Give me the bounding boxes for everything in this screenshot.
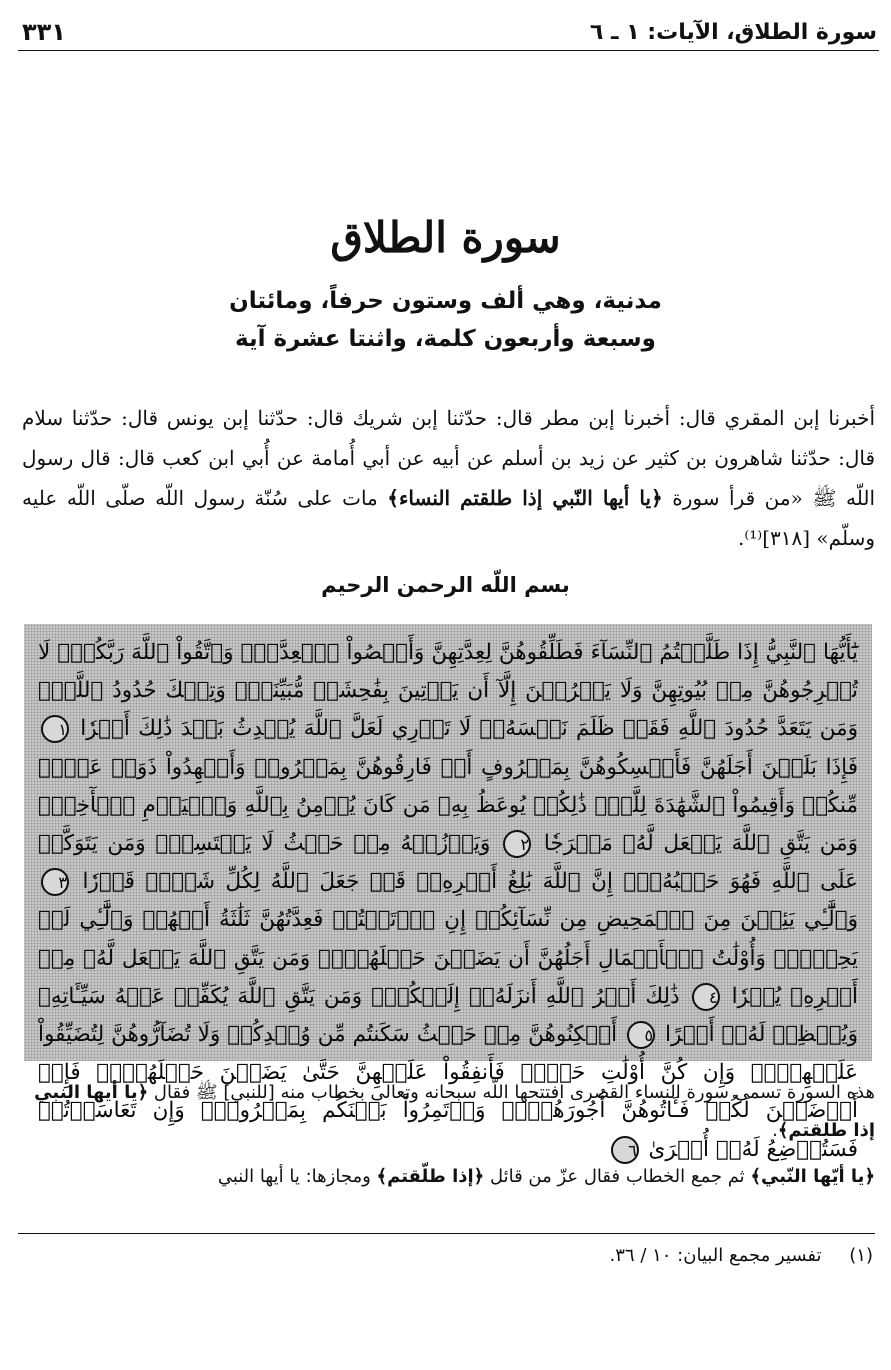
commentary-quoted-verse: ﴿إذا طلّقتم﴾ <box>376 1166 485 1187</box>
ayah-text: ذَٰلِكَ أَمۡرُ ٱللَّهِ أَنزَلَهُۥٓ إِلَيۡكُمۡۚ وَمَن يَتَّقِ ٱللَّهَ يُكَفِّرۡ عَنۡهُ سَيِّـَٔاتِهِۦ وَيُعۡظِمۡ لَهُۥٓ أَجۡرًا <box>38 983 858 1048</box>
ayah-number-marker: ٦ <box>611 1136 639 1164</box>
page-number: ٣٣١ <box>22 18 66 46</box>
ayah-text: أَسۡكِنُوهُنَّ مِنۡ حَيۡثُ سَكَنتُم مِّن وُجۡدِكُمۡ وَلَا تُضَآرُّوهُنَّ لِتُضَيِّقُواْ عَلَيۡهِنَّۚ وَإِن كُنَّ أُوْلَٰتِ حَمۡلٖ فَأَنفِقُواْ عَلَيۡهِنَّ حَتَّىٰ يَضَعۡنَ حَمۡلَهُنَّۚ فَإِنۡ أَرۡضَعۡنَ لَكُمۡ فَـَٔاتُوهُنَّ أُجُورَهُنَّۖ وَأۡتَمِرُواْ بَيۡنَكُم بِمَعۡرُوفٖۖ وَإِن تَعَاسَرۡتُمۡ فَسَتُرۡضِعُ لَهُۥٓ أُخۡرَىٰ <box>38 1022 858 1162</box>
surah-title: سورة الطلاق <box>330 213 561 262</box>
surah-info-line-1: مدنية، وهي ألف وستون حرفاً، ومائتان <box>229 288 662 314</box>
ayah-number-marker: ٢ <box>503 830 531 858</box>
commentary-quoted-verse: ﴿يا أيّها النّبي﴾ <box>750 1166 875 1187</box>
footnote <box>22 1240 873 1272</box>
ayah-number-marker: ٥ <box>627 1021 655 1049</box>
commentary-text: ومجازها: يا أيها النبي <box>217 1166 371 1187</box>
narration-quoted-verse: ﴿يا أيها النّبي إذا طلقتم النساء﴾ <box>387 486 663 510</box>
footnote-divider <box>18 1233 875 1234</box>
narration-chain: أخبرنا إبن المقري قال: أخبرنا إبن مطر قال: حدّثنا إبن شريك قال: حدّثنا إبن يونس قال: حدّثنا سلام قال: حدّثنا شاهرون بن كثير عن زيد بن أسلم عن أبيه عن أبي أُمامة عن أُبي ابن كعب قال: قال رسول اللّه ﷺ «من قرأ سورة <box>22 406 876 510</box>
narration-ending: مات على سُنّة رسول اللّه صلّى اللّه عليه وسلّم» [٣١٨]⁽¹⁾. <box>22 486 875 550</box>
surah-info-line-2: وسبعة وأربعون كلمة، واثنتا عشرة آية <box>235 326 656 352</box>
ayah-number-marker: ١ <box>41 715 69 743</box>
ayah-text: وَٱلَّٰٓـِٔي يَئِسۡنَ مِنَ ٱلۡمَحِيضِ مِن نِّسَآئِكُمۡ إِنِ ٱرۡتَبۡتُمۡ فَعِدَّتُهُنَّ ثَلَٰثَةُ أَشۡهُرٖ وَٱلَّٰٓـِٔي لَمۡ يَحِضۡنَۚ وَأُوْلَٰتُ ٱلۡأَحۡمَالِ أَجَلُهُنَّ أَن يَضَعۡنَ حَمۡلَهُنَّۚ وَمَن يَتَّقِ ٱللَّهَ يَجۡعَل لَّهُۥ مِنۡ أَمۡرِهِۦ يُسۡرٗا <box>38 907 858 1009</box>
commentary-paragraph <box>22 1158 875 1196</box>
commentary <box>22 1074 875 1196</box>
commentary-text: ثم جمع الخطاب فقال عزّ من قائل <box>489 1166 745 1187</box>
ayah-text: وَيَرۡزُقۡهُ مِنۡ حَيۡثُ لَا يَحۡتَسِبُۚ وَمَن يَتَوَكَّلۡ عَلَى ٱللَّهِ فَهُوَ حَسۡبُهُۥٓۚ إِنَّ ٱللَّهَ بَٰلِغُ أَمۡرِهِۦۚ قَدۡ جَعَلَ ٱللَّهُ لِكُلِّ شَيۡءٖ قَدۡرٗا <box>38 831 858 895</box>
commentary-text: هذه السورة تسمى سورة النساء القصرى افتتحها اللّه سبحانه وتعالى بخطاب منه [للنبي] ﷺ فقال <box>153 1082 875 1103</box>
ayah-number-marker: ٣ <box>41 868 69 896</box>
footnote-number: (١) <box>849 1245 873 1266</box>
running-title: سورة الطلاق، الآيات: ١ ـ ٦ <box>589 19 877 45</box>
surah-info <box>0 282 891 358</box>
header-divider <box>18 50 879 51</box>
commentary-punctuation: . <box>772 1120 778 1141</box>
running-header <box>22 14 877 50</box>
hadith-narration <box>22 398 875 558</box>
basmala: بسم اللّه الرحمن الرحيم <box>321 573 570 597</box>
ayah-number-marker: ٤ <box>692 983 720 1011</box>
commentary-quoted-verse: ﴿يا أيها النبي إذا طلقتم﴾ <box>34 1082 875 1141</box>
ayah-text: يَٰٓأَيُّهَا ٱلنَّبِيُّ إِذَا طَلَّقۡتُمُ ٱلنِّسَآءَ فَطَلِّقُوهُنَّ لِعِدَّتِهِنَّ وَأَحۡصُواْ ٱلۡعِدَّةَۖ وَٱتَّقُواْ ٱللَّهَ رَبَّكُمۡۖ لَا تُخۡرِجُوهُنَّ مِنۢ بُيُوتِهِنَّ وَلَا يَخۡرُجۡنَ إِلَّآ أَن يَأۡتِينَ بِفَٰحِشَةٖ مُّبَيِّنَةٖۚ وَتِلۡكَ حُدُودُ ٱللَّهِۚ وَمَن يَتَعَدَّ حُدُودَ ٱللَّهِ فَقَدۡ ظَلَمَ نَفۡسَهُۥۚ لَا تَدۡرِي لَعَلَّ ٱللَّهَ يُحۡدِثُ بَعۡدَ ذَٰلِكَ أَمۡرٗا <box>38 640 858 742</box>
footnote-text: تفسير مجمع البيان: ١٠ / ٣٦. <box>609 1245 822 1266</box>
ayah-text: فَإِذَا بَلَغۡنَ أَجَلَهُنَّ فَأَمۡسِكُوهُنَّ بِمَعۡرُوفٍ أَوۡ فَارِقُوهُنَّ بِمَعۡرُوفٖ وَأَشۡهِدُواْ ذَوَيۡ عَدۡلٖ مِّنكُمۡ وَأَقِيمُواْ ٱلشَّهَٰدَةَ لِلَّهِۚ ذَٰلِكُمۡ يُوعَظُ بِهِۦ مَن كَانَ يُؤۡمِنُ بِٱللَّهِ وَٱلۡيَوۡمِ ٱلۡأٓخِرِۚ وَمَن يَتَّقِ ٱللَّهَ يَجۡعَل لَّهُۥ مَخۡرَجٗا <box>38 754 858 857</box>
commentary-paragraph <box>22 1074 875 1150</box>
